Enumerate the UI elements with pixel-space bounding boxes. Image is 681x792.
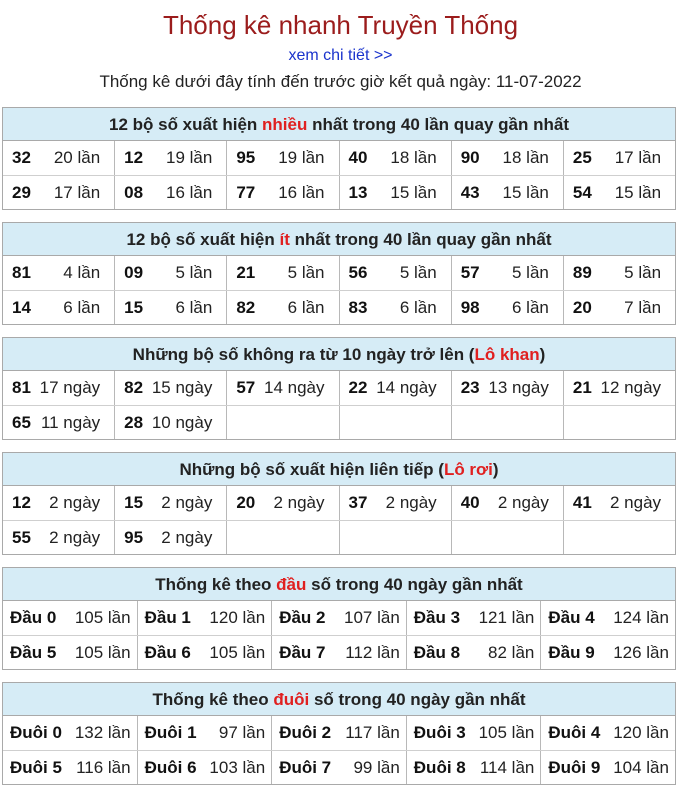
stat-count: 112 lần xyxy=(345,642,400,662)
stat-number: Đuôi 8 xyxy=(413,757,466,777)
stat-number: 98 xyxy=(460,297,480,317)
section-heading xyxy=(3,338,675,371)
stat-count: 132 lần xyxy=(74,723,131,742)
stat-number: 95 xyxy=(124,527,144,547)
stat-count: 15 lần xyxy=(502,182,549,202)
stat-number: 23 xyxy=(460,378,480,397)
stat-count: 14 ngày xyxy=(376,378,437,397)
stat-number: 40 xyxy=(348,148,368,167)
heading-text: Những bộ số không ra từ 10 ngày trở lên ( xyxy=(132,345,475,364)
stat-cell xyxy=(227,371,339,405)
stat-count: 99 lần xyxy=(353,757,400,777)
section-heading xyxy=(3,568,675,601)
stat-cell xyxy=(227,176,339,209)
stat-number: Đuôi 1 xyxy=(144,723,197,742)
stat-number: 95 xyxy=(236,148,256,167)
stat-count: 124 lần xyxy=(613,608,669,627)
table-row xyxy=(3,601,675,635)
section-least-frequent xyxy=(2,222,676,325)
stat-cell xyxy=(407,636,542,669)
stat-count: 19 lần xyxy=(166,148,213,167)
heading-text: số trong 40 ngày gần nhất xyxy=(306,575,523,594)
stat-count: 15 lần xyxy=(614,182,662,202)
heading-text: Thống kê theo xyxy=(155,575,277,594)
stat-cell xyxy=(138,716,273,750)
table-row xyxy=(3,635,675,669)
stat-count: 15 lần xyxy=(390,182,437,202)
stat-number: 55 xyxy=(12,527,31,547)
stat-cell xyxy=(564,141,675,175)
stat-number: 20 xyxy=(236,493,256,512)
stat-number: 81 xyxy=(12,378,31,397)
stat-number: 41 xyxy=(572,493,592,512)
stat-count: 114 lần xyxy=(479,757,535,777)
stat-cell xyxy=(115,521,227,554)
stat-cell xyxy=(138,601,273,635)
stat-number: Đầu 8 xyxy=(413,642,461,662)
stat-number: 09 xyxy=(124,263,144,282)
stat-count: 6 lần xyxy=(175,297,213,317)
stat-cell xyxy=(3,486,115,520)
heading-text: Những bộ số xuất hiện liên tiếp ( xyxy=(179,460,444,479)
section-heading xyxy=(3,683,675,716)
stat-count: 4 lần xyxy=(63,263,101,282)
page-subtitle: Thống kê dưới đây tính đến trước giờ kết quả ngày: 11-07-2022 xyxy=(99,72,582,91)
section-head-digit xyxy=(2,567,676,670)
stat-cell xyxy=(340,486,452,520)
stat-count: 11 ngày xyxy=(40,412,101,432)
stat-cell xyxy=(564,486,675,520)
stat-cell xyxy=(3,371,115,405)
stat-number: 81 xyxy=(12,263,31,282)
table-row xyxy=(3,256,675,290)
stat-count: 6 lần xyxy=(399,297,437,317)
stat-cell xyxy=(407,751,542,784)
stat-count: 2 ngày xyxy=(49,493,101,512)
stat-number: 82 xyxy=(236,297,256,317)
heading-highlight: Lô khan xyxy=(474,345,540,364)
stat-cell xyxy=(564,521,675,554)
stat-count: 82 lần xyxy=(488,642,535,662)
stat-count: 16 lần xyxy=(166,182,213,202)
stat-count: 16 lần xyxy=(278,182,325,202)
stat-number: Đầu 5 xyxy=(10,642,57,662)
section-heading xyxy=(3,453,675,486)
stat-count: 6 lần xyxy=(63,297,101,317)
stat-cell xyxy=(3,751,138,784)
stat-cell xyxy=(115,371,227,405)
heading-text: 12 bộ số xuất hiện xyxy=(126,230,280,249)
stat-cell xyxy=(407,716,542,750)
stat-cell xyxy=(452,521,564,554)
stat-count: 17 lần xyxy=(614,148,662,167)
stat-count: 2 ngày xyxy=(161,527,213,547)
stat-cell xyxy=(340,176,452,209)
stat-cell xyxy=(272,636,407,669)
stat-cell xyxy=(452,176,564,209)
table-row xyxy=(3,290,675,324)
table-row xyxy=(3,520,675,554)
stat-count: 120 lần xyxy=(613,723,669,742)
stat-cell xyxy=(452,486,564,520)
heading-highlight: đầu xyxy=(276,575,307,594)
stat-cell xyxy=(115,486,227,520)
stat-number: Đầu 3 xyxy=(413,608,461,627)
stat-count: 5 lần xyxy=(511,263,549,282)
stat-count: 12 ngày xyxy=(600,378,662,397)
stat-number: 29 xyxy=(12,182,31,202)
stat-cell xyxy=(564,406,675,439)
stat-cell xyxy=(3,521,115,554)
stat-cell xyxy=(340,406,452,439)
stat-cell xyxy=(115,141,227,175)
table-row xyxy=(3,716,675,750)
stat-count: 15 ngày xyxy=(151,378,213,397)
table-row xyxy=(3,405,675,439)
heading-text: nhất trong 40 lần quay gần nhất xyxy=(307,115,570,134)
stat-count: 6 lần xyxy=(287,297,325,317)
section-lo-khan xyxy=(2,337,676,440)
stat-cell xyxy=(227,291,339,324)
stat-number: 77 xyxy=(236,182,256,202)
stat-count: 19 lần xyxy=(278,148,325,167)
stat-number: 37 xyxy=(348,493,368,512)
stat-number: Đầu 7 xyxy=(279,642,326,662)
stat-count: 117 lần xyxy=(345,723,400,742)
section-most-frequent xyxy=(2,107,676,210)
stat-cell xyxy=(340,371,452,405)
stat-count: 2 ngày xyxy=(49,527,101,547)
stat-number: 57 xyxy=(236,378,256,397)
stat-count: 2 ngày xyxy=(609,493,662,512)
heading-highlight: nhiều xyxy=(262,115,308,134)
stat-cell xyxy=(452,256,564,290)
view-detail-link[interactable]: xem chi tiết >> xyxy=(288,47,393,64)
stat-cell xyxy=(3,256,115,290)
stat-count: 10 ngày xyxy=(151,412,213,432)
stat-cell xyxy=(564,291,675,324)
stat-cell xyxy=(227,256,339,290)
stat-count: 97 lần xyxy=(218,723,266,742)
stat-cell xyxy=(115,406,227,439)
stat-number: 20 xyxy=(572,297,592,317)
stat-number: Đầu 1 xyxy=(144,608,191,627)
stat-count: 6 lần xyxy=(511,297,549,317)
stat-cell xyxy=(564,176,675,209)
stat-cell xyxy=(138,636,273,669)
stat-cell xyxy=(340,521,452,554)
stat-number: 83 xyxy=(348,297,368,317)
stat-number: 40 xyxy=(460,493,480,512)
stat-number: 32 xyxy=(12,148,31,167)
stat-number: Đuôi 2 xyxy=(279,723,332,742)
heading-text: ) xyxy=(492,460,499,479)
stat-number: 89 xyxy=(572,263,592,282)
stat-cell xyxy=(407,601,542,635)
stat-number: Đầu 9 xyxy=(548,642,595,662)
stat-number: 12 xyxy=(124,148,144,167)
stat-cell xyxy=(340,256,452,290)
section-heading xyxy=(3,108,675,141)
table-row xyxy=(3,141,675,175)
stat-cell xyxy=(340,291,452,324)
stat-cell xyxy=(541,636,675,669)
stat-cell xyxy=(452,371,564,405)
heading-text: số trong 40 ngày gần nhất xyxy=(309,690,526,709)
section-lo-roi xyxy=(2,452,676,555)
stat-count: 13 ngày xyxy=(488,378,549,397)
stat-number: Đuôi 9 xyxy=(548,757,601,777)
stat-count: 103 lần xyxy=(209,757,266,777)
stat-cell xyxy=(3,406,115,439)
stat-cell xyxy=(452,406,564,439)
stat-number: 08 xyxy=(124,182,144,202)
stat-number: Đuôi 0 xyxy=(10,723,62,742)
stat-cell xyxy=(272,716,407,750)
stat-number: 22 xyxy=(348,378,368,397)
stat-count: 5 lần xyxy=(175,263,213,282)
table-row xyxy=(3,371,675,405)
stat-number: 28 xyxy=(124,412,144,432)
stat-cell xyxy=(452,291,564,324)
stat-number: 21 xyxy=(236,263,256,282)
stat-count: 18 lần xyxy=(502,148,549,167)
stat-cell xyxy=(452,141,564,175)
stat-number: 65 xyxy=(12,412,31,432)
stat-cell xyxy=(227,486,339,520)
page-title: Thống kê nhanh Truyền Thống xyxy=(162,10,519,40)
heading-text: ) xyxy=(539,345,546,364)
stat-count: 2 ngày xyxy=(161,493,213,512)
heading-highlight: đuôi xyxy=(273,690,310,709)
stat-cell xyxy=(541,716,675,750)
stat-number: Đuôi 3 xyxy=(413,723,466,742)
stat-cell xyxy=(272,601,407,635)
section-heading xyxy=(3,223,675,256)
heading-text: 12 bộ số xuất hiện xyxy=(108,115,263,134)
stat-count: 2 ngày xyxy=(385,493,437,512)
stat-count: 7 lần xyxy=(624,297,662,317)
stat-number: 15 xyxy=(124,493,144,512)
stat-number: 13 xyxy=(348,182,368,202)
table-row xyxy=(3,750,675,784)
stat-count: 105 lần xyxy=(209,642,266,662)
stat-count: 5 lần xyxy=(399,263,437,282)
stat-count: 2 ngày xyxy=(273,493,325,512)
stat-number: 12 xyxy=(12,493,31,512)
heading-text: Thống kê theo xyxy=(152,690,274,709)
stat-number: Đuôi 4 xyxy=(548,723,601,742)
stat-count: 105 lần xyxy=(74,608,131,627)
table-row xyxy=(3,486,675,520)
stat-cell xyxy=(227,406,339,439)
heading-highlight: Lô rơi xyxy=(443,460,493,479)
stat-count: 120 lần xyxy=(209,608,266,627)
stat-cell xyxy=(3,601,138,635)
stat-cell xyxy=(138,751,273,784)
stat-number: 82 xyxy=(124,378,144,397)
stat-count: 18 lần xyxy=(390,148,437,167)
stat-number: 21 xyxy=(572,378,592,397)
stat-cell xyxy=(3,176,115,209)
stat-cell xyxy=(541,601,675,635)
stat-cell xyxy=(227,521,339,554)
stat-cell xyxy=(3,291,115,324)
stat-cell xyxy=(115,256,227,290)
stat-count: 5 lần xyxy=(287,263,325,282)
stat-cell xyxy=(115,291,227,324)
stat-count: 5 lần xyxy=(624,263,662,282)
heading-highlight: ít xyxy=(279,230,290,249)
stat-number: Đầu 2 xyxy=(279,608,326,627)
stat-count: 17 lần xyxy=(53,182,101,202)
stat-count: 17 ngày xyxy=(39,378,101,397)
stat-cell xyxy=(564,256,675,290)
stat-count: 2 ngày xyxy=(497,493,549,512)
table-row xyxy=(3,175,675,209)
stat-cell xyxy=(564,371,675,405)
stat-count: 104 lần xyxy=(613,757,669,777)
stat-cell xyxy=(3,141,115,175)
stat-number: Đuôi 5 xyxy=(10,757,62,777)
stat-count: 126 lần xyxy=(613,642,669,662)
stat-number: Đầu 6 xyxy=(144,642,191,662)
stat-number: 57 xyxy=(460,263,480,282)
stat-cell xyxy=(340,141,452,175)
stat-cell xyxy=(272,751,407,784)
stat-count: 105 lần xyxy=(74,642,131,662)
stat-number: Đuôi 7 xyxy=(279,757,332,777)
stat-number: Đuôi 6 xyxy=(144,757,197,777)
stat-count: 20 lần xyxy=(53,148,101,167)
stat-number: 54 xyxy=(572,182,592,202)
stat-count: 116 lần xyxy=(76,757,131,777)
stat-count: 105 lần xyxy=(478,723,535,742)
stat-number: 43 xyxy=(460,182,480,202)
stat-count: 121 lần xyxy=(478,608,535,627)
stat-cell xyxy=(3,716,138,750)
stat-number: 90 xyxy=(460,148,480,167)
stat-cell xyxy=(541,751,675,784)
section-tail-digit xyxy=(2,682,676,785)
stat-cell xyxy=(3,636,138,669)
stat-number: 56 xyxy=(348,263,368,282)
stat-count: 107 lần xyxy=(344,608,400,627)
stat-number: 15 xyxy=(124,297,144,317)
stat-number: 25 xyxy=(572,148,592,167)
stat-count: 14 ngày xyxy=(264,378,325,397)
stat-number: 14 xyxy=(12,297,31,317)
stat-number: Đầu 4 xyxy=(548,608,595,627)
stat-cell xyxy=(115,176,227,209)
heading-text: nhất trong 40 lần quay gần nhất xyxy=(289,230,552,249)
stat-number: Đầu 0 xyxy=(10,608,57,627)
stat-cell xyxy=(227,141,339,175)
